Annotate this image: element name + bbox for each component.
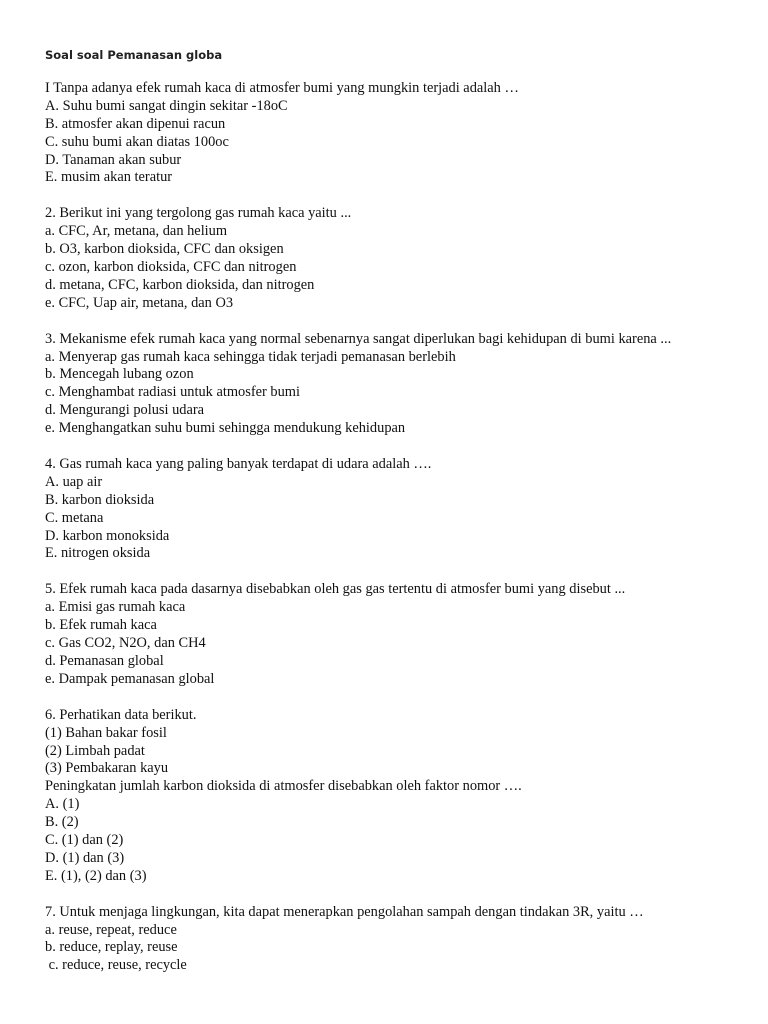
answer-option: e. CFC, Uap air, metana, dan O3: [45, 294, 234, 311]
answer-option: a. Menyerap gas rumah kaca sehingga tidak terjadi pemanasan berlebih: [45, 348, 456, 365]
answer-option: a. reuse, repeat, reduce: [45, 921, 177, 938]
answer-option: c. Menghambat radiasi untuk atmosfer bumi: [45, 384, 300, 401]
question-prompt: I Tanpa adanya efek rumah kaca di atmosfer bumi yang mungkin terjadi adalah …: [45, 80, 519, 96]
answer-option: a. Emisi gas rumah kaca: [45, 599, 186, 616]
answer-option: B. (2): [45, 814, 79, 831]
question-prompt: 3. Mekanisme efek rumah kaca yang normal sebenarnya sangat diperlukan bagi kehidupan di bumi karena ...: [45, 330, 672, 347]
answer-option: A. uap air: [45, 473, 103, 490]
answer-option: B. karbon dioksida: [45, 491, 155, 508]
answer-option: b. reduce, replay, reuse: [45, 939, 178, 956]
question-text-line: (2) Limbah padat: [45, 742, 145, 759]
question-block: [45, 581, 745, 688]
question-block: [45, 80, 745, 187]
answer-option: C. metana: [45, 509, 104, 526]
answer-option: c. Gas CO2, N2O, dan CH4: [45, 635, 206, 652]
answer-option: d. Pemanasan global: [45, 652, 164, 669]
document-title: Soal soal Pemanasan globa: [45, 48, 223, 62]
question-block: [45, 707, 745, 886]
answer-option: b. Efek rumah kaca: [45, 617, 157, 634]
question-prompt: 2. Berikut ini yang tergolong gas rumah kaca yaitu ...: [45, 205, 352, 222]
document-page: [45, 46, 745, 993]
question-text-line: Peningkatan jumlah karbon dioksida di atmosfer disebabkan oleh faktor nomor ….: [45, 778, 522, 795]
answer-option: B. atmosfer akan dipenui racun: [45, 115, 226, 132]
question-block: [45, 205, 745, 312]
question-block: [45, 456, 745, 563]
answer-option: E. (1), (2) dan (3): [45, 867, 147, 884]
answer-option: A. Suhu bumi sangat dingin sekitar -18oC: [45, 97, 288, 114]
answer-option: D. Tanaman akan subur: [45, 151, 182, 168]
question-text-line: (1) Bahan bakar fosil: [45, 724, 167, 741]
question-block: [45, 904, 745, 976]
answer-option: A. (1): [45, 796, 80, 813]
answer-option: a. CFC, Ar, metana, dan helium: [45, 223, 228, 240]
answer-option: E. nitrogen oksida: [45, 545, 151, 562]
answer-option: e. Menghangatkan suhu bumi sehingga mendukung kehidupan: [45, 420, 406, 437]
answer-option: d. metana, CFC, karbon dioksida, dan nitrogen: [45, 276, 315, 293]
answer-option: E. musim akan teratur: [45, 169, 173, 186]
answer-option: b. O3, karbon dioksida, CFC dan oksigen: [45, 241, 284, 258]
question-prompt: 6. Perhatikan data berikut.: [45, 706, 197, 723]
answer-option: e. Dampak pemanasan global: [45, 670, 215, 687]
question-list: [45, 80, 745, 975]
question-prompt: 5. Efek rumah kaca pada dasarnya disebabkan oleh gas gas tertentu di atmosfer bumi yang disebut ...: [45, 581, 626, 598]
answer-option: C. suhu bumi akan diatas 100oc: [45, 133, 229, 150]
answer-option: c. reduce, reuse, recycle: [45, 957, 187, 974]
answer-option: d. Mengurangi polusi udara: [45, 402, 205, 419]
answer-option: D. karbon monoksida: [45, 527, 170, 544]
answer-option: c. ozon, karbon dioksida, CFC dan nitrogen: [45, 259, 297, 276]
question-block: [45, 331, 745, 438]
question-prompt: 7. Untuk menjaga lingkungan, kita dapat menerapkan pengolahan sampah dengan tindakan 3R, yaitu …: [45, 903, 644, 920]
answer-option: C. (1) dan (2): [45, 831, 124, 848]
question-prompt: 4. Gas rumah kaca yang paling banyak terdapat di udara adalah ….: [45, 456, 432, 473]
answer-option: b. Mencegah lubang ozon: [45, 366, 194, 383]
answer-option: D. (1) dan (3): [45, 849, 125, 866]
question-text-line: (3) Pembakaran kayu: [45, 760, 169, 777]
